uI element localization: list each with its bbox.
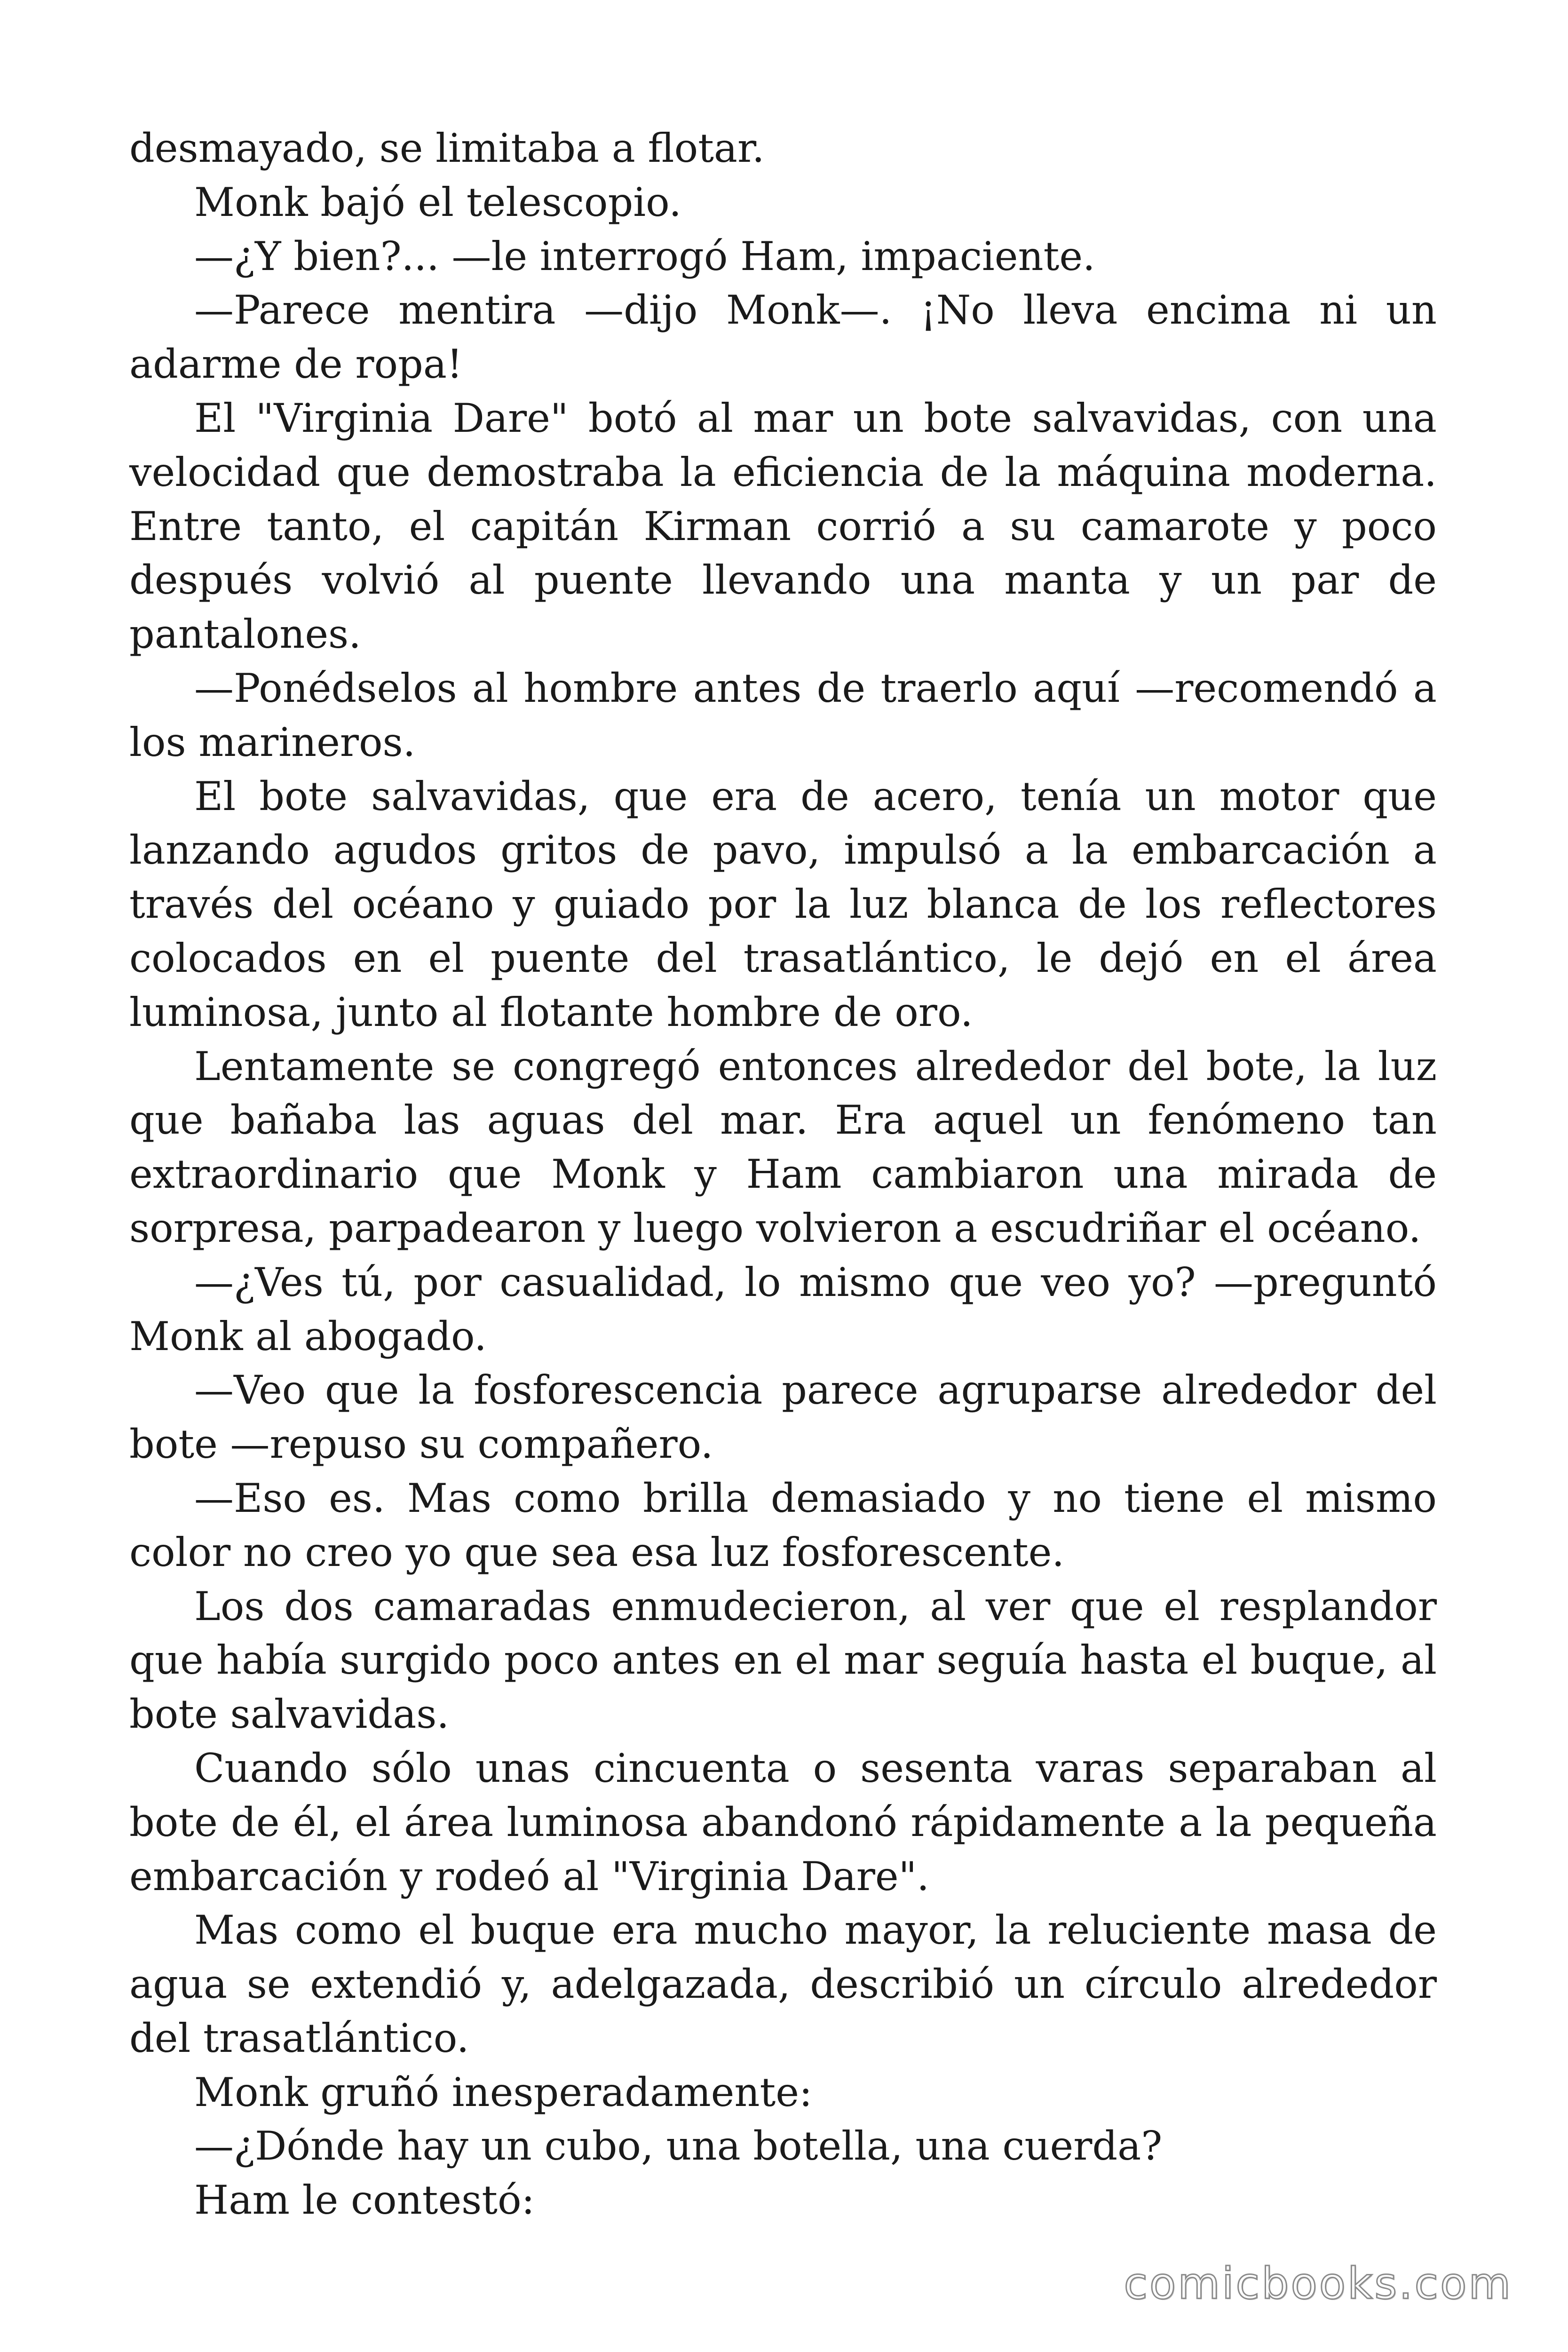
watermark: comicbooks.com	[1124, 2258, 1513, 2309]
paragraph-continuation: desmayado, se limitaba a flotar.	[129, 125, 765, 171]
paragraph: Ham le contestó:	[194, 2177, 535, 2224]
paragraph: Monk gruñó inesperadamente:	[194, 2069, 813, 2115]
paragraph: —¿Dónde hay un cubo, una botella, una cuerda?	[194, 2123, 1163, 2169]
paragraph: Lentamente se congregó entonces alrededor del bote, la luz que bañaba las aguas del mar. Era aquel un fenómeno tan extraordinario que Monk y Ham cambiaron una mirada de sorpresa, parpadearon y luego volvieron a escudriñar el océano.	[129, 1043, 1437, 1251]
paragraph: Mas como el buque era mucho mayor, la reluciente masa de agua se extendió y, adelgazada, describió un círculo alrededor del trasatlántico.	[129, 1907, 1437, 2061]
body-text	[129, 121, 1437, 2227]
paragraph: —Veo que la fosforescencia parece agruparse alrededor del bote —repuso su compañero.	[129, 1367, 1437, 1468]
paragraph: El bote salvavidas, que era de acero, tenía un motor que lanzando agudos gritos de pavo, impulsó a la embarcación a través del océano y guiado por la luz blanca de los reflectores colocados en el puente del trasatlántico, le dejó en el área luminosa, junto al flotante hombre de oro.	[129, 773, 1437, 1035]
paragraph: —¿Y bien?... —le interrogó Ham, impaciente.	[194, 233, 1095, 279]
paragraph: —Parece mentira —dijo Monk—. ¡No lleva encima ni un adarme de ropa!	[129, 287, 1437, 388]
paragraph: —Eso es. Mas como brilla demasiado y no tiene el mismo color no creo yo que sea esa luz fosforescente.	[129, 1475, 1437, 1575]
paragraph: Los dos camaradas enmudecieron, al ver que el resplandor que había surgido poco antes en el mar seguía hasta el buque, al bote salvavidas.	[129, 1583, 1437, 1738]
paragraph: —¿Ves tú, por casualidad, lo mismo que veo yo? —preguntó Monk al abogado.	[129, 1259, 1437, 1359]
paragraph: Cuando sólo unas cincuenta o sesenta varas separaban al bote de él, el área luminosa abandonó rápidamente a la pequeña embarcación y rodeó al "Virginia Dare".	[129, 1745, 1437, 1899]
paragraph: —Ponédselos al hombre antes de traerlo aquí —recomendó a los marineros.	[129, 665, 1437, 765]
paragraph: Monk bajó el telescopio.	[194, 179, 681, 225]
paragraph: El "Virginia Dare" botó al mar un bote salvavidas, con una velocidad que demostraba la eficiencia de la máquina moderna. Entre tanto, el capitán Kirman corrió a su camarote y poco después volvió al puente llevando una manta y un par de pantalones.	[129, 395, 1437, 658]
